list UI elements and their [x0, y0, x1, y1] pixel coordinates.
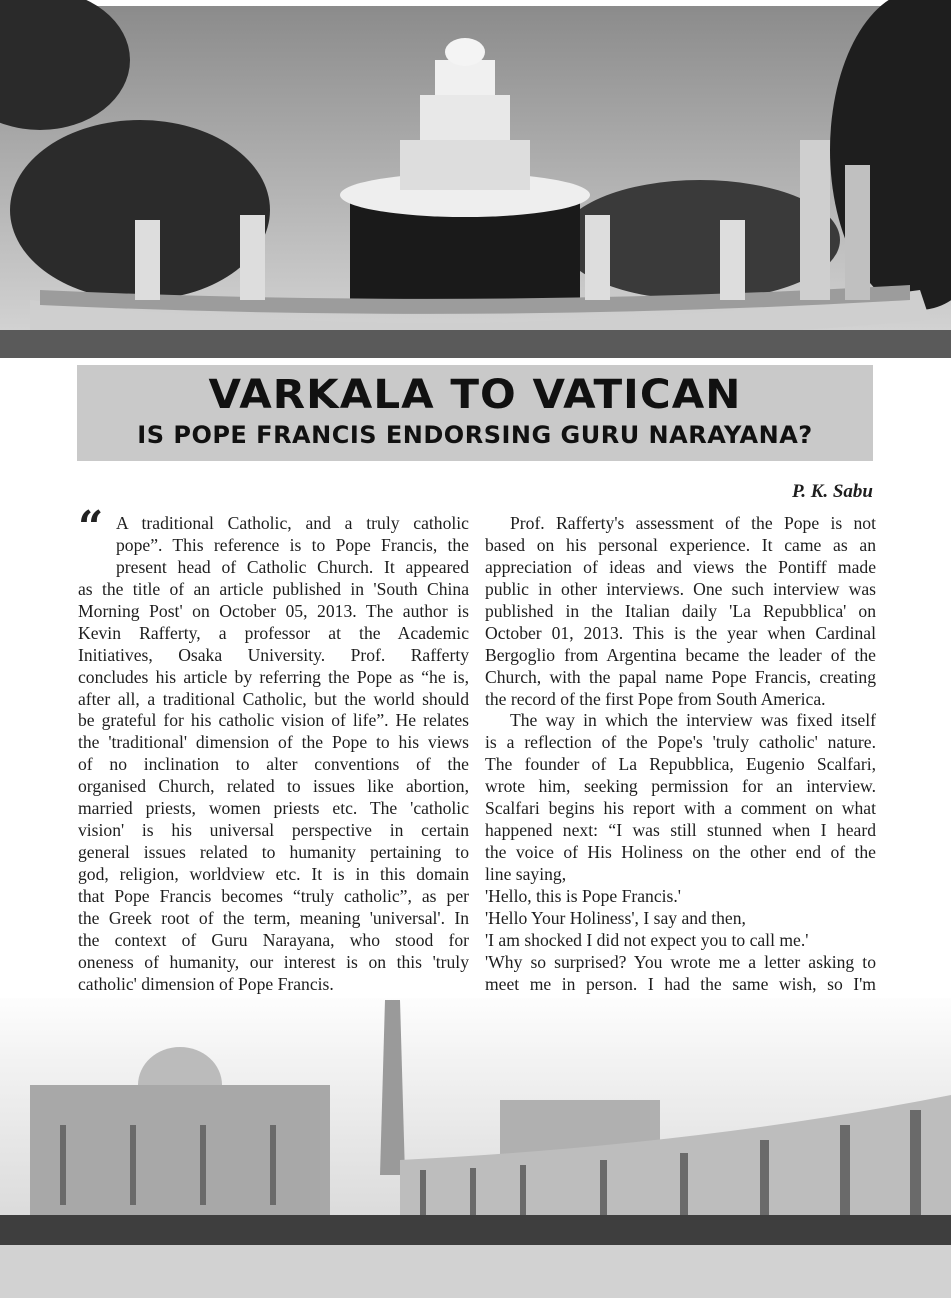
opening-quote-mark: “	[78, 502, 98, 553]
article-text-line: the context of Guru Narayana, who stood for	[78, 929, 469, 950]
article-text-line: the record of the first Pope from South America.	[485, 688, 826, 709]
article-subtitle: IS POPE FRANCIS ENDORSING GURU NARAYANA?	[137, 421, 813, 449]
article-text-line: line saying,	[485, 864, 567, 884]
article-text-line: of no inclination to alter conventions of the	[78, 754, 469, 775]
varkala-temple-photo	[0, 0, 951, 358]
article-text-line: oneness of humanity, our interest is on this 'truly	[78, 951, 469, 972]
article-text-line: October 01, 2013. This is the year when Cardinal	[485, 622, 876, 643]
article-text-line: meet me in person. I had the same wish, so I'm	[485, 973, 876, 994]
article-text-line: that Pope Francis becomes “truly catholic”, as per	[78, 885, 469, 906]
article-text-line: wrote him, seeking permission for an interview.	[485, 776, 876, 797]
title-banner	[77, 365, 873, 461]
article-text-line: 'Why so surprised? You wrote me a letter asking to	[485, 951, 876, 972]
article-text-line: general issues related to humanity pertaining to	[78, 842, 469, 863]
article-text-line: after all, a traditional Catholic, but the world should	[78, 688, 469, 709]
article-text-line: 'Hello Your Holiness', I say and then,	[485, 907, 746, 928]
article-text-line: Morning Post' on October 05, 2013. The author is	[78, 600, 469, 621]
article-text-line: the 'traditional' dimension of the Pope to his views	[78, 732, 469, 753]
article-text-line: Scalfari begins his report with a comment on what	[485, 798, 876, 819]
article-text-line: Prof. Rafferty's assessment of the Pope is not	[510, 513, 876, 533]
article-text-line: Bergoglio from Argentina became the leader of the	[485, 644, 876, 665]
article-text-line: 'I am shocked I did not expect you to call me.'	[485, 929, 809, 950]
article-text-line: catholic' dimension of Pope Francis.	[78, 973, 334, 994]
article-title: VARKALA TO VATICAN	[208, 372, 742, 418]
article-text-line: as the title of an article published in 'South China	[78, 578, 469, 599]
article-text-line: married priests, women priests etc. The 'catholic	[78, 798, 469, 819]
article-text-line: be grateful for his catholic vision of life”. He relates	[78, 710, 469, 731]
article-text-line: Church, with the papal name Pope Francis, creating	[485, 666, 876, 687]
author-byline: P. K. Sabu	[792, 481, 873, 502]
article-text-line: the Greek root of the term, meaning 'universal'. In	[78, 907, 469, 928]
article-text-line: vision' is his universal perspective in certain	[78, 820, 469, 841]
article-text-line: is a reflection of the Pope's 'truly catholic' nature.	[485, 732, 876, 753]
article-text-line: Initiatives, Osaka University. Prof. Rafferty	[78, 644, 469, 665]
article-text-line: based on his personal experience. It came as an	[485, 534, 876, 555]
article-text-line: published in the Italian daily 'La Repubblica' on	[485, 600, 876, 621]
article-text-line: concludes his article by referring the Pope as “he is,	[78, 666, 469, 687]
article-text-line: god, religion, worldview etc. It is in this domain	[78, 864, 469, 884]
article-column-right	[485, 513, 876, 996]
article-text-line: The way in which the interview was fixed itself	[510, 710, 876, 731]
article-text-line: public in other interviews. One such interview was	[485, 578, 876, 599]
vatican-square-photo	[0, 998, 951, 1298]
article-text-line: present head of Catholic Church. It appeared	[116, 556, 469, 577]
article-text-line: The founder of La Repubblica, Eugenio Scalfari,	[485, 754, 876, 775]
article-text-line: appreciation of ideas and views the Pontiff made	[485, 556, 876, 577]
article-text-line: the voice of His Holiness on the other end of the	[485, 842, 876, 863]
article-column-left	[78, 513, 469, 996]
article-text-line: Kevin Rafferty, a professor at the Academic	[78, 622, 469, 643]
article-text-line: happened next: “I was still stunned when I heard	[485, 820, 876, 841]
article-text-line: pope”. This reference is to Pope Francis, the	[116, 534, 469, 555]
article-text-line: A traditional Catholic, and a truly catholic	[116, 513, 469, 533]
article-text-line: organised Church, related to issues like abortion,	[78, 776, 469, 797]
article-text-line: 'Hello, this is Pope Francis.'	[485, 885, 681, 906]
